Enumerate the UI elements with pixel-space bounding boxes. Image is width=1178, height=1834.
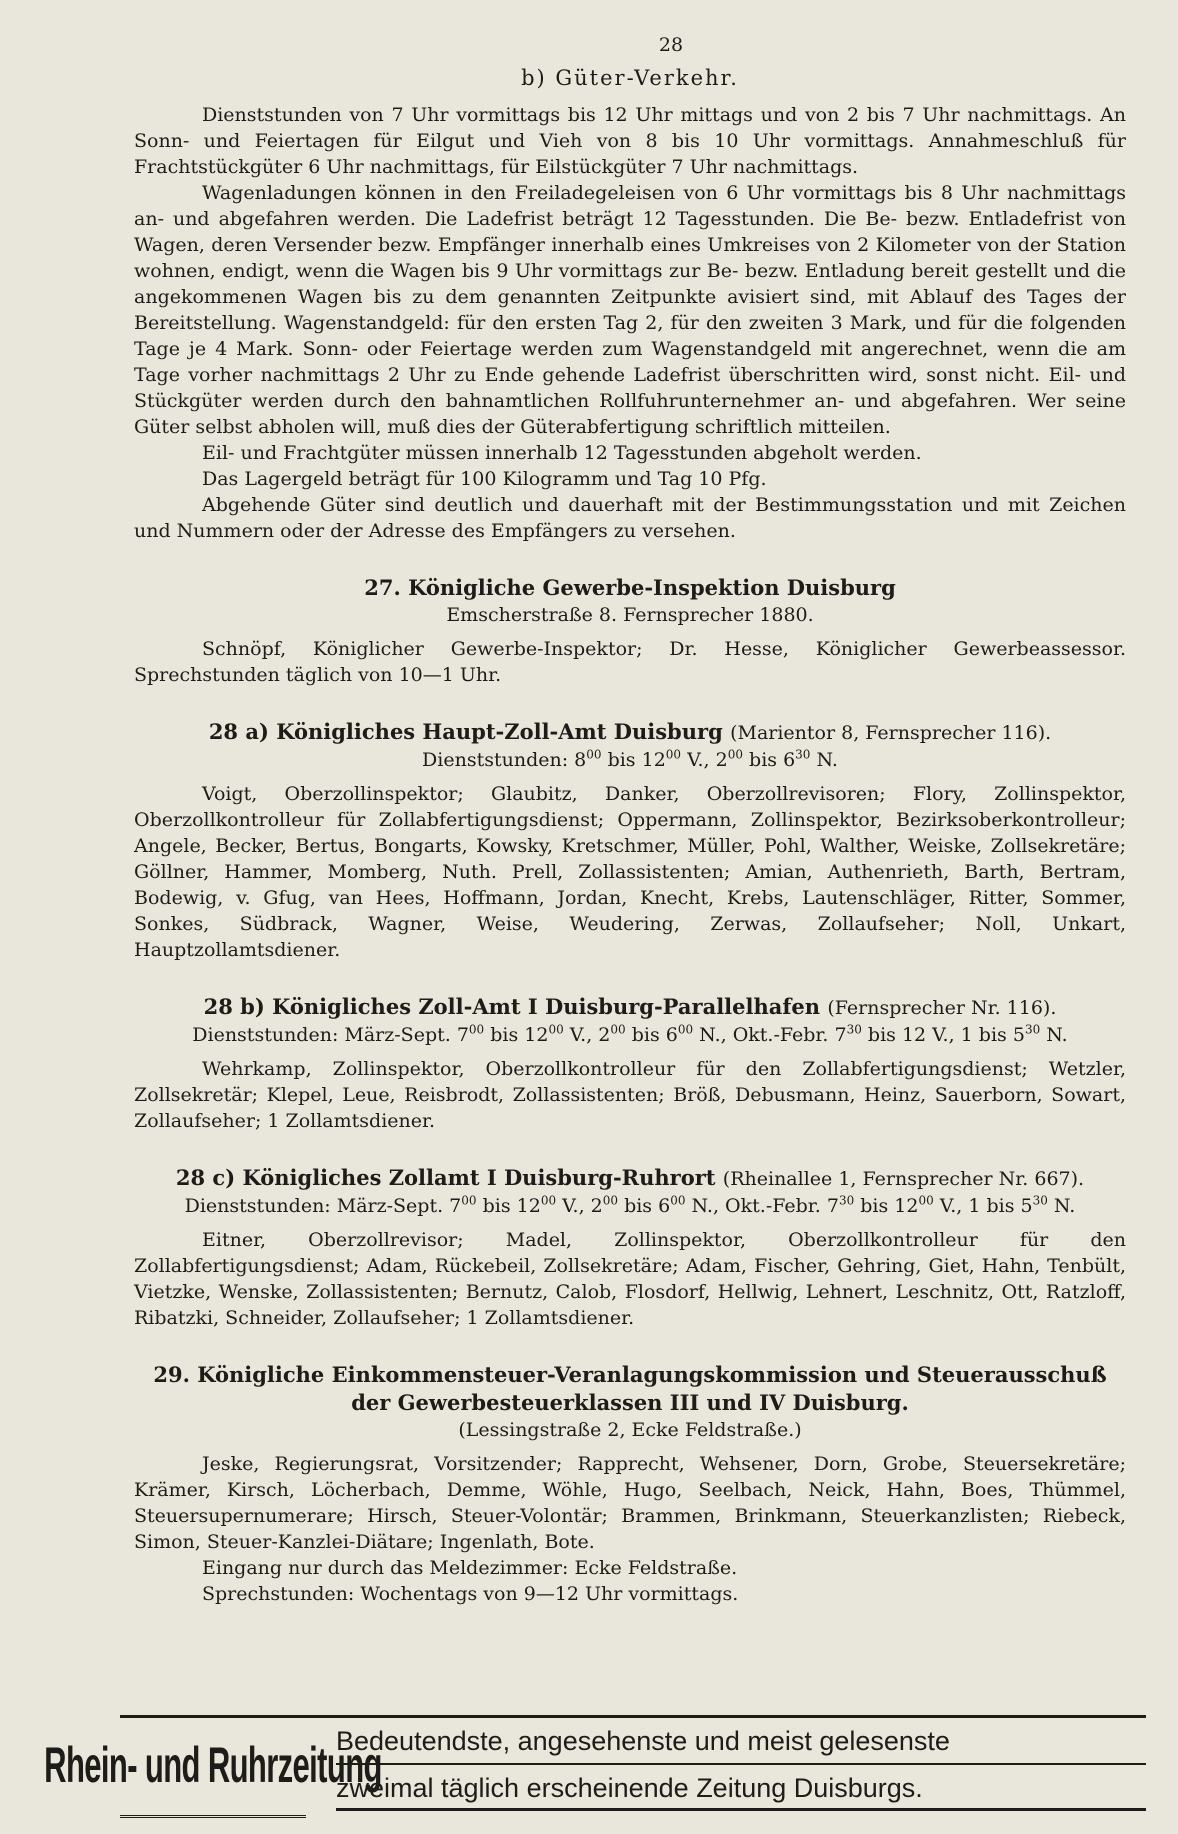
hours-text: V., 2: [681, 749, 728, 771]
hours-sup: 00: [461, 1193, 477, 1208]
hours-text: V., 2: [556, 1195, 603, 1217]
hours-sup: 30: [838, 1193, 855, 1208]
section-28c-address: (Rheinallee 1, Fernsprecher Nr. 667).: [722, 1168, 1085, 1190]
hours-sup: 30: [1024, 1022, 1041, 1037]
hours-text: bis 12: [484, 1024, 549, 1046]
section-27-body: Schnöpf, Königlicher Gewerbe-Inspektor; Dr. Hesse, Königlicher Gewerbeassessor. Sprechstunden täglich von 10—1 Uhr.: [134, 638, 1126, 686]
section-28a-hours: [134, 747, 1126, 773]
section-28a-title: [134, 718, 1126, 747]
hours-text: bis 6: [743, 749, 796, 771]
hours-text: bis 12: [601, 749, 666, 771]
section-28a-address: (Marientor 8, Fernsprecher 116).: [730, 722, 1052, 744]
hours-sup: 00: [610, 1022, 626, 1037]
section-28c-hours: [134, 1193, 1126, 1219]
hours-sup: 30: [846, 1022, 862, 1037]
paragraph-abgehende-gueter: Abgehende Güter sind deutlich und dauerhaft mit der Bestimmungsstation und mit Zeichen und Nummern oder der Adresse des Empfängers zu versehen.: [134, 494, 1126, 542]
section-28c-name: Königliches Zollamt I Duisburg-Ruhrort: [242, 1165, 716, 1190]
paragraph-wagenladungen: Wagenladungen können in den Freiladegeleisen von 6 Uhr vormittags bis 8 Uhr nachmittags an- und abgefahren werden. Die Ladefrist beträgt 12 Tagesstunden. Die Be- bezw. Entladefrist von Wagen, deren Versender bezw. Empfänger innerhalb eines Umkreises von 2 Kilometer von der Station wohnen, endigt, wenn die Wagen bis 9 Uhr vormittags zur Be- bezw. Entladung bereit gestellt und die angekommenen Wagen bis zu dem genannten Zeitpunkte avisiert sind, mit Ablauf des Tages der Bereitstellung. Wagenstandgeld: für den ersten Tag 2, für den zweiten 3 Mark, und für die folgenden Tage je 4 Mark. Sonn- oder Feiertage werden zum Wagenstandgeld mit angerechnet, wenn die am Tage vorher nachmittags 2 Uhr zu Ende gehende Ladefrist überschritten wird, sonst nicht. Eil- und Stückgüter werden durch den bahnamtlichen Rollfuhrunternehmer an- und abgefahren. Wer seine Güter selbst abholen will, muß dies der Güterabfertigung schriftlich mitteilen.: [134, 182, 1126, 438]
section-28c-body: Eitner, Oberzollrevisor; Madel, Zollinspektor, Oberzollkontrolleur für den Zollabfertigungsdienst; Adam, Rückebeil, Zollsekretäre; Adam, Fischer, Gehring, Giet, Hahn, Tenbült, Vietzke, Wenske, Zollassistenten; Bernutz, Calob, Flosdorf, Hellwig, Lehnert, Leschnitz, Ott, Ratzloff, Ribatzki, Schneider, Zollaufseher; 1 Zollamtsdiener.: [134, 1229, 1126, 1329]
hours-text: Dienststunden: 8: [422, 749, 587, 771]
hours-sup: 00: [918, 1193, 934, 1208]
section-29-title-line2: der Gewerbesteuerklassen III und IV Duisburg.: [351, 1390, 909, 1415]
paragraph-abholung: Eil- und Frachtgüter müssen innerhalb 12 Tagesstunden abgeholt werden.: [202, 442, 922, 464]
section-28b-name: Königliches Zoll-Amt I Duisburg-Parallelhafen: [272, 994, 821, 1019]
hours-text: V., 1 bis 5: [933, 1195, 1033, 1217]
hours-sup: 30: [1032, 1193, 1048, 1208]
advertisement-text: [310, 1718, 1146, 1818]
paragraph-lagergeld: Das Lagergeld beträgt für 100 Kilogramm und Tag 10 Pfg.: [202, 468, 767, 490]
section-28c-number: 28 c): [175, 1165, 236, 1190]
section-29-consult-hours: Sprechstunden: Wochentags von 9—12 Uhr vormittags.: [202, 1583, 739, 1605]
section-29-title: [134, 1361, 1126, 1417]
hours-sup: 00: [665, 747, 682, 762]
section-28a-number: 28 a): [208, 719, 269, 744]
section-27-address: Emscherstraße 8. Fernsprecher 1880.: [446, 604, 814, 626]
section-29-entrance: Eingang nur durch das Meldezimmer: Ecke Feldstraße.: [202, 1557, 738, 1579]
section-28b-title: [134, 993, 1126, 1022]
section-29-title-line1: 29. Königliche Einkommensteuer-Veranlagungskommission und Steuerausschuß: [153, 1362, 1107, 1387]
hours-text: bis 12 V., 1 bis 5: [861, 1024, 1025, 1046]
section-29-body: Jeske, Regierungsrat, Vorsitzender; Rapprecht, Wehsener, Dorn, Grobe, Steuersekretäre; Krämer, Kirsch, Löcherbach, Demme, Wöhle, Hugo, Seelbach, Neick, Hahn, Boes, Thümmel, Steuersupernumerare; Hirsch, Steuer-Volontär; Brammen, Brinkmann, Steuerkanzlisten; Riebeck, Simon, Steuer-Kanzlei-Diätare; Ingenlath, Bote.: [134, 1453, 1126, 1553]
section-27-title: 27. Königliche Gewerbe-Inspektion Duisburg: [364, 575, 896, 600]
hours-text: N., Okt.-Febr. 7: [685, 1195, 839, 1217]
hours-sup: 00: [586, 747, 602, 762]
section-28c-title: [134, 1164, 1126, 1193]
hours-sup: 00: [670, 1193, 686, 1208]
hours-sup: 00: [677, 1022, 694, 1037]
subheading-gueterverkehr: b) Güter-Verkehr.: [521, 66, 739, 90]
hours-sup: 00: [468, 1022, 485, 1037]
section-28b-body: Wehrkamp, Zollinspektor, Oberzollkontrolleur für den Zollabfertigungsdienst; Wetzler, Zollsekretär; Klepel, Leue, Reisbrodt, Zollassistenten; Bröß, Debusmann, Heinz, Sauerborn, Sowart, Zollaufseher; 1 Zollamtsdiener.: [134, 1058, 1126, 1132]
hours-text: Dienststunden: März-Sept. 7: [184, 1195, 462, 1217]
hours-sup: 30: [795, 747, 811, 762]
hours-text: N., Okt.-Febr. 7: [693, 1024, 847, 1046]
hours-text: bis 6: [625, 1024, 678, 1046]
hours-text: N.: [1047, 1195, 1076, 1217]
newspaper-logo: Rhein- und Ruhrzeitung: [120, 1718, 306, 1818]
newspaper-advertisement: [44, 1715, 1146, 1818]
hours-sup: 00: [548, 1022, 564, 1037]
hours-text: Dienststunden: März-Sept. 7: [192, 1024, 469, 1046]
hours-text: N.: [810, 749, 838, 771]
hours-sup: 00: [602, 1193, 619, 1208]
section-28a-body: Voigt, Oberzollinspektor; Glaubitz, Danker, Oberzollrevisoren; Flory, Zollinspektor, Oberzollkontrolleur für Zollabfertigungsdienst; Oppermann, Zollinspektor, Bezirksoberkontrolleur; Angele, Becker, Bertus, Bongarts, Kowsky, Kretschmer, Müller, Pohl, Walther, Weiske, Zollsekretäre; Göllner, Hammer, Momberg, Nuth. Prell, Zollassistenten; Amian, Authenrieth, Barth, Bertram, Bodewig, v. Gfug, van Hees, Hoffmann, Jordan, Knecht, Krebs, Lautenschläger, Ritter, Sommer, Sonkes, Südbrack, Wagner, Weise, Weudering, Zerwas, Zollaufseher; Noll, Unkart, Hauptzollamtsdiener.: [134, 783, 1126, 961]
hours-text: N.: [1040, 1024, 1068, 1046]
section-28b-hours: [134, 1022, 1126, 1048]
hours-sup: 00: [727, 747, 743, 762]
section-29-address: (Lessingstraße 2, Ecke Feldstraße.): [458, 1419, 802, 1441]
main-content: [134, 66, 1126, 1607]
paragraph-dienststunden: Dienststunden von 7 Uhr vormittags bis 12 Uhr mittags und von 2 bis 7 Uhr nachmittags. An Sonn- und Feiertagen für Eilgut und Vieh von 8 bis 10 Uhr vormittags. Annahmeschluß für Frachtstückgüter 6 Uhr nachmittags, für Eilstückgüter 7 Uhr nachmittags.: [134, 104, 1126, 178]
section-28b-address: (Fernsprecher Nr. 116).: [827, 997, 1057, 1019]
hours-text: bis 12: [854, 1195, 919, 1217]
hours-sup: 00: [540, 1193, 557, 1208]
hours-text: bis 6: [618, 1195, 671, 1217]
hours-text: V., 2: [563, 1024, 611, 1046]
hours-text: bis 12: [476, 1195, 541, 1217]
advertisement-line2: zweimal täglich erscheinende Zeitung Duisburgs.: [336, 1773, 1146, 1811]
section-28b-number: 28 b): [203, 994, 265, 1019]
section-28a-name: Königliches Haupt-Zoll-Amt Duisburg: [276, 719, 723, 744]
advertisement-line1: Bedeutendste, angesehenste und meist gelesenste: [336, 1726, 1146, 1765]
page-number: 28: [658, 34, 684, 56]
